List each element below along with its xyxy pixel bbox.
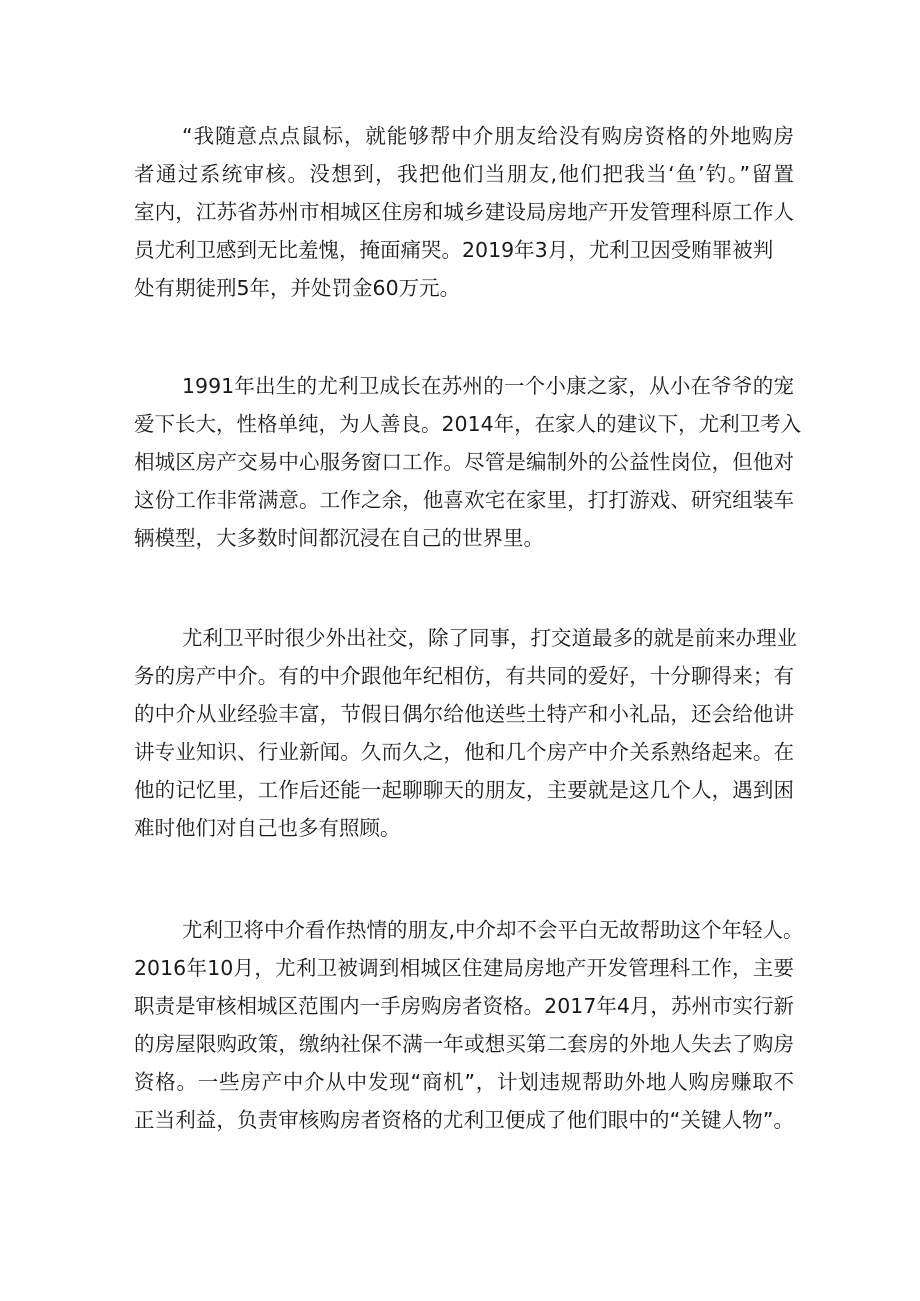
text-line: 1991年出生的尤利卫成长在苏州的一个小康之家，从小在爷爷的宠	[182, 374, 794, 398]
text-line: “我随意点点鼠标，就能够帮中介朋友给没有购房资格的外地购房	[182, 124, 794, 148]
text-line: 相城区房产交易中心服务窗口工作。尽管是编制外的公益性岗位，但他对	[134, 450, 794, 474]
paragraph-1	[134, 117, 794, 307]
text-line: 讲专业知识、行业新闻。久而久之，他和几个房产中介关系熟络起来。在	[134, 740, 794, 764]
text-line: 难时他们对自己也多有照顾。	[134, 816, 401, 840]
text-line: 的中介从业经验丰富，节假日偶尔给他送些土特产和小礼品，还会给他讲	[134, 702, 794, 726]
text-line: 室内，江苏省苏州市相城区住房和城乡建设局房地产开发管理科原工作人	[134, 200, 794, 224]
paragraph-2	[134, 367, 802, 557]
text-line: 尤利卫将中介看作热情的朋友,中介却不会平白无故帮助这个年轻人。	[182, 918, 804, 942]
text-line: 正当利益，负责审核购房者资格的尤利卫便成了他们眼中的“关键人物”。	[134, 1108, 794, 1132]
text-line: 处有期徒刑5年，并处罚金60万元。	[134, 276, 461, 300]
text-line: 尤利卫平时很少外出社交，除了同事，打交道最多的就是前来办理业	[182, 626, 797, 650]
text-line: 员尤利卫感到无比羞愧，掩面痛哭。2019年3月，尤利卫因受贿罪被判	[134, 238, 774, 262]
text-line: 他的记忆里，工作后还能一起聊聊天的朋友，主要就是这几个人，遇到困	[134, 778, 794, 802]
text-line: 职责是审核相城区范围内一手房购房者资格。2017年4月，苏州市实行新	[134, 994, 794, 1018]
text-line: 辆模型，大多数时间都沉浸在自己的世界里。	[134, 526, 544, 550]
text-line: 这份工作非常满意。工作之余，他喜欢宅在家里，打打游戏、研究组装车	[134, 488, 794, 512]
text-line: 的房屋限购政策，缴纳社保不满一年或想买第二套房的外地人失去了购房	[134, 1032, 794, 1056]
text-line: 务的房产中介。有的中介跟他年纪相仿，有共同的爱好，十分聊得来；有	[134, 664, 794, 688]
paragraph-4	[134, 911, 804, 1139]
text-line: 资格。一些房产中介从中发现“商机”，计划违规帮助外地人购房赚取不	[134, 1070, 794, 1094]
text-line: 者通过系统审核。没想到，我把他们当朋友,他们把我当‘鱼’钓。”留置	[134, 162, 794, 186]
text-line: 2016年10月，尤利卫被调到相城区住建局房地产开发管理科工作，主要	[134, 956, 794, 980]
paragraph-3	[134, 619, 797, 847]
text-line: 爱下长大，性格单纯，为人善良。2014年，在家人的建议下，尤利卫考入	[134, 412, 802, 436]
